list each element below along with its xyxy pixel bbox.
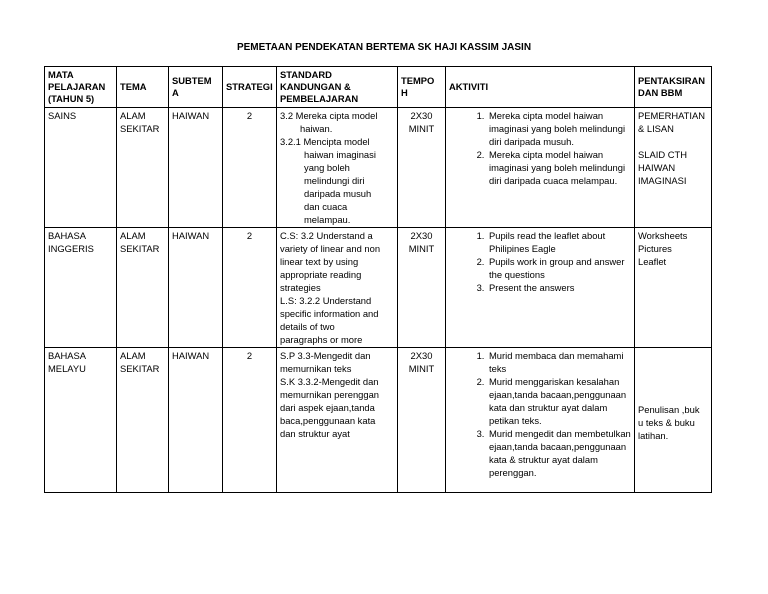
cell-text: HAIWAN (172, 110, 210, 121)
cell-mata (45, 108, 117, 228)
cell-text: SEKITAR (120, 363, 160, 374)
cell-text: haiwan. (300, 123, 333, 134)
list-item: 1. Mereka cipta model haiwan imaginasi yang boleh melindungi diri daripada musuh. (487, 109, 631, 148)
header-text: H (401, 87, 408, 98)
list-item: 2. Pupils work in group and answer the questions (487, 255, 631, 281)
page-title: PEMETAAN PENDEKATAN BERTEMA SK HAJI KASSIM JASIN (236, 42, 532, 53)
table-row (45, 108, 712, 228)
cell-subtema (169, 108, 223, 228)
cell-text: L.S: 3.2.2 Understand (280, 295, 372, 306)
cell-text: HAIWAN (172, 230, 210, 241)
cell-text: 2X30 (410, 110, 433, 121)
cell-text: ALAM (120, 350, 146, 361)
cell-text: appropriate reading (280, 269, 362, 280)
cell-text: SEKITAR (120, 123, 160, 134)
cell-text: specific information and (280, 308, 379, 319)
activity-list (449, 109, 631, 187)
cell-text: MINIT (408, 243, 435, 254)
cell-text: & LISAN (638, 123, 674, 134)
header-text: KANDUNGAN & (280, 81, 351, 92)
header-text: TEMPO (401, 75, 435, 86)
cell-text: SLAID CTH (638, 149, 687, 160)
cell-mata (45, 228, 117, 348)
cell-text: 2 (246, 230, 253, 241)
cell-text: S.P 3.3-Mengedit dan (280, 350, 371, 361)
header-text: PELAJARAN (48, 81, 106, 92)
header-text: PENTAKSIRAN (638, 75, 706, 86)
list-item: 1. Pupils read the leaflet about Philipines Eagle (487, 229, 631, 255)
cell-text: Leaflet (638, 256, 667, 267)
cell-tema (117, 228, 169, 348)
header-aktiviti (446, 67, 635, 108)
cell-standard (277, 108, 398, 228)
cell-text: variety of linear and non (280, 243, 381, 254)
cell-text: HAIWAN (638, 162, 676, 173)
cell-strategi (223, 108, 277, 228)
cell-text: S.K 3.3.2-Mengedit dan (280, 376, 379, 387)
cell-text: Worksheets (638, 230, 688, 241)
cell-text: paragraphs or more (280, 334, 363, 345)
header-text: SUBTEM (172, 75, 212, 86)
cell-subtema (169, 348, 223, 493)
cell-text: 2 (246, 350, 253, 361)
table-row (45, 228, 712, 348)
header-text: STANDARD (280, 69, 332, 80)
cell-text: daripada musuh (304, 188, 372, 199)
header-text: (TAHUN 5) (48, 93, 95, 104)
cell-text: BAHASA (48, 350, 87, 361)
header-row (45, 67, 712, 108)
cell-pentaksiran (635, 228, 712, 348)
header-standard (277, 67, 398, 108)
cell-text: details of two (280, 321, 335, 332)
header-tema (117, 67, 169, 108)
cell-text: 2X30 (410, 350, 433, 361)
cell-strategi (223, 228, 277, 348)
list-item: 3. Murid mengedit dan membetulkan ejaan,tanda bacaan,penggunaan kata & struktur ayat dalam perenggan. (487, 427, 631, 479)
table-row (45, 348, 712, 493)
cell-tempoh (398, 228, 446, 348)
cell-text: 2 (246, 110, 253, 121)
cell-text: C.S: 3.2 Understand a (280, 230, 373, 241)
mapping-table (44, 66, 712, 493)
cell-standard (277, 228, 398, 348)
cell-text: BAHASA (48, 230, 87, 241)
header-tempoh (398, 67, 446, 108)
cell-aktiviti (446, 228, 635, 348)
cell-text: melampau. (304, 214, 351, 225)
cell-text: MINIT (408, 123, 435, 134)
activity-list (449, 229, 631, 294)
cell-text: strategies (280, 282, 321, 293)
header-text: STRATEGI (226, 81, 273, 92)
cell-text: ALAM (120, 230, 146, 241)
cell-tema (117, 348, 169, 493)
activity-list (449, 349, 631, 479)
cell-text: 2X30 (410, 230, 433, 241)
cell-text: dari aspek ejaan,tanda (280, 402, 375, 413)
cell-text: PEMERHATIAN (638, 110, 706, 121)
header-mata-pelajaran (45, 67, 117, 108)
header-text: MATA (48, 69, 74, 80)
cell-text: dan struktur ayat (280, 428, 350, 439)
cell-text: MINIT (408, 363, 435, 374)
cell-text: MELAYU (48, 363, 86, 374)
list-item: 3. Present the answers (487, 281, 631, 294)
header-text: DAN BBM (638, 87, 683, 98)
list-item: 2. Murid menggariskan kesalahan ejaan,tanda bacaan,penggunaan kata dan struktur ayat dalam petikan teks. (487, 375, 631, 427)
cell-text: IMAGINASI (638, 175, 687, 186)
cell-pentaksiran (635, 108, 712, 228)
cell-tempoh (398, 108, 446, 228)
cell-text: baca,penggunaan kata (280, 415, 376, 426)
header-subtema (169, 67, 223, 108)
list-item: 1. Murid membaca dan memahami teks (487, 349, 631, 375)
cell-text: HAIWAN (172, 350, 210, 361)
cell-text: memurnikan teks (280, 363, 352, 374)
header-text: A (172, 87, 179, 98)
cell-mata (45, 348, 117, 493)
list-item: 2. Mereka cipta model haiwan imaginasi yang boleh melindungi diri daripada cuaca melampau. (487, 148, 631, 187)
cell-text: INGGERIS (48, 243, 94, 254)
cell-subtema (169, 228, 223, 348)
cell-text: melindungi diri (304, 175, 365, 186)
cell-tempoh (398, 348, 446, 493)
header-text: AKTIVITI (449, 81, 489, 92)
cell-text: dan cuaca (304, 201, 348, 212)
header-text: PEMBELAJARAN (280, 93, 359, 104)
cell-strategi (223, 348, 277, 493)
cell-text: 3.2 Mereka cipta model (280, 110, 378, 121)
cell-text: 3.2.1 Mencipta model (280, 136, 370, 147)
cell-aktiviti (446, 108, 635, 228)
cell-text: Penulisan ,buk (638, 404, 700, 415)
cell-tema (117, 108, 169, 228)
cell-text: linear text by using (280, 256, 359, 267)
cell-text: memurnikan perenggan (280, 389, 380, 400)
cell-text: Pictures (638, 243, 672, 254)
header-strategi (223, 67, 277, 108)
cell-text: ALAM (120, 110, 146, 121)
cell-standard (277, 348, 398, 493)
cell-text: SEKITAR (120, 243, 160, 254)
cell-text: u teks & buku (638, 417, 695, 428)
header-text: TEMA (120, 81, 147, 92)
cell-text: yang boleh (304, 162, 350, 173)
cell-text: SAINS (48, 110, 77, 121)
header-pentaksiran (635, 67, 712, 108)
cell-aktiviti (446, 348, 635, 493)
cell-text: haiwan imaginasi (304, 149, 376, 160)
cell-pentaksiran (635, 348, 712, 493)
cell-text: latihan. (638, 430, 669, 441)
